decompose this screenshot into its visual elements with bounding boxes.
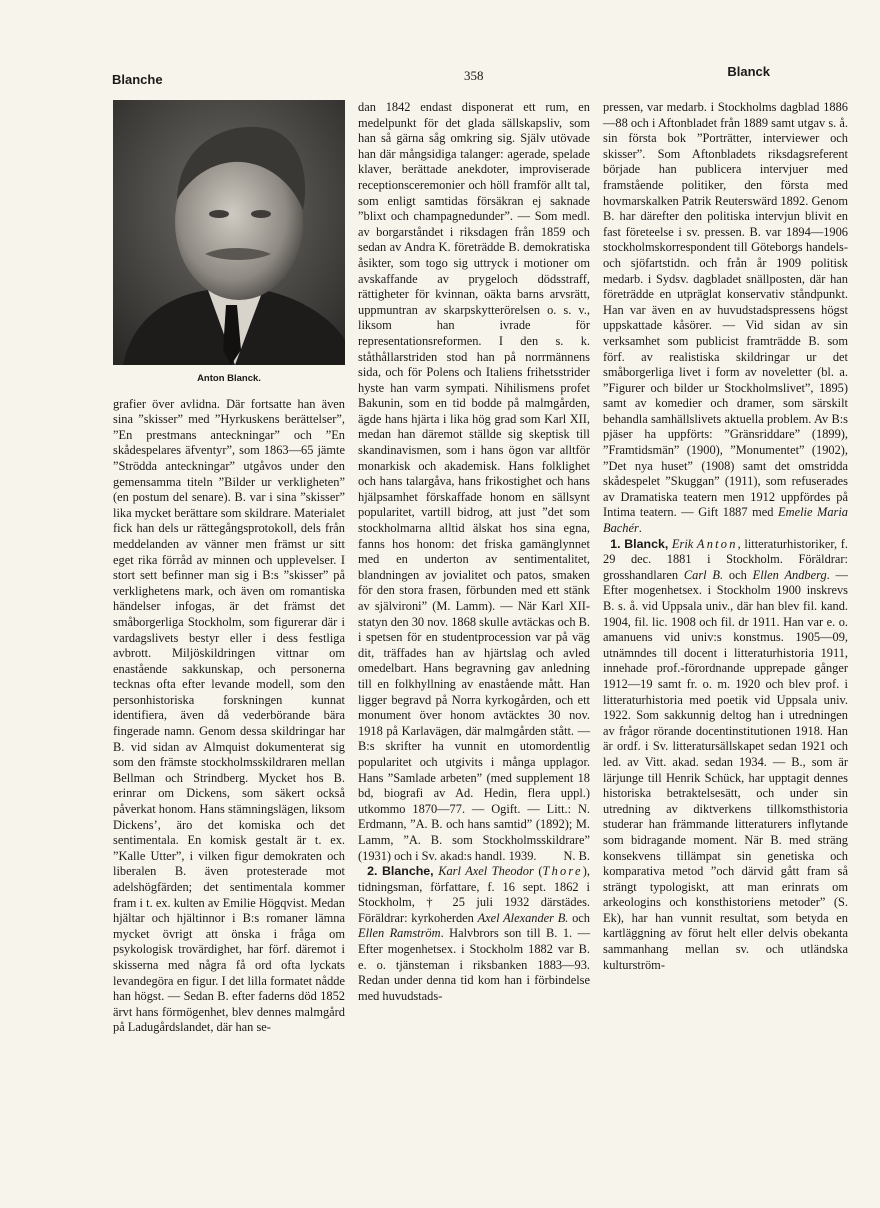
column-2-main-text: dan 1842 endast disponerat ett rum, en medelpunkt för det glada sällskapsliv, som han så gärna såg omkring sig. Själv utövade han där mångsidiga talanger: agerade, spelade klaver, berättade anekdoter, improviserade receptionsceremonier och höll framför allt tal, som enligt samtidas försäkran ej saknade ”blixt och champagnedunder”. — Som medl. av borgarståndet i riksdagen från 1859 och sedan av Andra K. företrädde B. demokratiska åsikter, som togo sig uttryck i motioner om avskaffande av prygeloch dödsstraff, rättigheter för kvinnan, oäkta barns arvsrätt, uppmuntran av skarpskytterörelsen o. s. v., liksom han ivrade för representationsreformen. I den s. k. ståthållarstriden stod han på norrmännens sida, och för Polens och Italiens frihetsstrider hyste han varm sympati. Nihilismens profet Bakunin, som en tid bodde på malmgården, ägde hans hjärta i lika hög grad som Karl XII, medan han däremot ställde sig skeptisk till skandinavismen, som i hans ögon var alltför monarkisk och akademisk. Hans folklighet och hans talargåva, hans frikostighet och hans hjälpsamhet förskaffade honom en sällsynt popularitet, vartill bidrog, att just ”det som stockholmarna alltid älskat hos sina egna, fanns hos honom: det friska gamänglynnet med en underton av sentimentalitet, blandningen av jovialitet och patos, smaken för den stora frasen, förbunden med ett stänk av självironi” (M. Lamm). — När Karl XII-statyn den 30 nov. 1868 skulle avtäckas och B. i spetsen för en studentprocession var på väg dit, träffades han av hjärtslag och avled omedelbart. Hans begravning gav anledning till en folkhyllning av enastående mått. Han ligger begravd på Norra kyrkogården, och ett monument över honom avtäcktes 30 nov. 1918 på Karlavägen, där malmgården stått. — B:s skrifter ha vunnit en utomordentlig popularitet och utgivits i många upplagor. Hans ”Samlade arbeten” (med supplement 18 bd, biografi av Ad. Hedin, flera uppl.) utkommo 1870—77. — Ogift. — Litt.: N. Erdmann, ”A. B. och hans samtid” (1892); M. Lamm, ”A. B. som Stockholmsskildrare” (1931) och i Sv. akad:s handl. 1939. — [358, 100, 590, 863]
spouse-name: Emelie Maria Bachér — [603, 505, 848, 536]
entry-1-mother: Ellen Andberg — [752, 567, 827, 582]
column-3 — [603, 100, 848, 973]
column-3-text-a: pressen, var medarb. i Stockholms dagblad 1886—88 och i Aftonbladet från 1889 samt utgav s. å. sin första bok ”Porträtter, interviewer och skisser”. Som Aftonbladets riksdagsreferent började han publicera intervjuer med framstående politiker, den första med hovmarskalken Patrik Reuterswärd 1892. Genom B. har därefter den politiska intervjun blivit en fast företeelse i sv. pressen. B. var 1894—1906 stockholmskorrespondent till Göteborgs handels- och sjöfartstidn. och från år 1909 politisk medarb. i Sydsv. dagbladet snällposten, där han företrädde en utpräglat konservativ ståndpunkt. Han var även en av huvudstadspressens högst uppskattade kåsörer. — Vid sidan av sin verksamhet som publicist framträdde B. som förf. av realistiska skildringar ur det småborgerliga livet i form av noveletter (bl. a. ”Figurer och bilder ur Stockholmslivet”, 1895) samt av komedier och dramer, som särskilt behandla samhällslivets aktuella problem. Av B:s pjäser ha uppförts: ”Gränsriddare” (1899), ”Framtidsmän” (1900), ”Monumentet” (1902), ”Det nya huset” (1908) samt det omstridda skådespelet ”Skuggan” (1911), som refuserades av Dramatiska teatern men 1912 uppfördes på Intima teatern. — Gift 1887 med — [603, 100, 848, 520]
entry-2-text-b: . Halvbrors son till B. 1. — Efter mogenhetsex. i Stockholm 1882 var B. e. o. tjänsteman i riksbanken 1883—93. Redan under denna tid kom han i förbindelse med huvudstads- — [358, 926, 590, 1003]
entry-1-and: och — [723, 567, 753, 582]
column-2 — [358, 100, 590, 1004]
entry-2-father: Axel Alexander B. — [477, 910, 569, 925]
entry-1-call-name: Anton — [696, 536, 738, 551]
running-header — [112, 62, 770, 88]
portrait-image — [113, 100, 345, 365]
article-signature: N. B. — [563, 848, 590, 863]
page-number: 358 — [464, 68, 484, 83]
entry-2-heading: Blanche, — [381, 864, 434, 879]
entry-2-number: 2. — [367, 864, 378, 879]
column-1-text: grafier över avlidna. Där fortsatte han även sina ”skisser” med ”Hyrkuskens berättelser”, ”En prestmans anteckningar” och ”En skådespelares äfventyr”, som 1863—65 jämte ”Strödda anteckningar” utgåvos under den gemensamma titeln ”Bilder ur verkligheten” (en postum del senare). B. var i sina ”skisser” lika mycket berättare som skildrare. Materialet fick han dels ur rättegångsprotokoll, dels från meddelanden av vänner men främst ur sitt eget rika förråd av minnen och upplevelser. I stort sett befinner man sig i B:s ”skisser” på verklighetens mark, och även om romantiska händelser infogas, är det främst det småborgerliga Stockholm, som figurerar där i vardagslivets bestyr eller i dess festliga avbrott. Miljöskildringen vittnar om enastående sakkunskap, och personerna tecknas ofta efter levande modell, som den personhistoriska forskningen kunnat identifiera, även då vederbörande bära fingerade namn. Genom dessa skildringar har B. vid sidan av Almquist dokumenterat sig som den främste stockholmsskildraren mellan Bellman och Strindberg. Mycket hos B. erinrar om Dickens, som säkert också påverkat honom. Hans stämningslägen, liksom Dickens’, äro det komiska och det sentimentala. En komisk gestalt är t. ex. ”Kalle Utter”, i vilken figur demokraten och liberalen B. även protesterade mot adelshögfärden; det sentimentala kommer fram i t. ex. kulten av Emilie Högqvist. Medan hjältar och hjältinnor i B:s romaner lämna mycket övrigt att önska i fråga om psykologisk trovärdighet, har förf. däremot i skisserna med några få ord ofta lyckats levandegöra en figur. I det lilla formatet nådde han högst. — Sedan B. efter faderns död 1852 ärvt hans förmögenhet, blev dennes malmgård på Ladugårdslandet, där han se- — [113, 396, 345, 1035]
portrait-photo — [113, 100, 345, 365]
header-right-keyword: Blanck — [727, 64, 770, 79]
entry-2-and: och — [568, 910, 590, 925]
entry-2: 2. Blanche, Karl Axel Theodor (Thore), tidningsman, författare, f. 16 sept. 1862 i Stockholm, † 25 juli 1932 därstädes. Föräldrar: kyrkoherden Axel Alexander B. och Ellen Ramström. Halvbrors son till B. 1. — Efter mogenhetsex. i Stockholm 1882 var B. e. o. tjänsteman i riksbanken 1883—93. Redan under denna tid kom han i förbindelse med huvudstads- — [358, 864, 590, 1003]
entry-2-mother: Ellen Ramström — [358, 926, 441, 941]
portrait-caption: Anton Blanck. — [197, 373, 261, 384]
entry-2-name: Karl Axel Theodor — [438, 864, 534, 879]
column-3-text: pressen, var medarb. i Stockholms dagblad 1886—88 och i Aftonbladet från 1889 samt utgav s. å. sin första bok ”Porträtter, interviewer och skisser”. Som Aftonbladets riksdagsreferent började han publicera intervjuer med framstående politiker, den första med hovmarskalken Patrik Reuterswärd 1892. Genom B. har därefter den politiska intervjun blivit en fast företeelse i sv. pressen. B. var 1894—1906 stockholmskorrespondent till Göteborgs handels- och sjöfartstidn. och från år 1909 politisk medarb. i Sydsv. dagbladet snällposten, där han företrädde en utpräglat konservativ ståndpunkt. Han var även en av huvudstadspressens högst uppskattade kåsörer. — Vid sidan av sin verksamhet som publicist framträdde B. som förf. av realistiska skildringar ur det småborgerliga livet i form av noveletter (bl. a. ”Figurer och bilder ur Stockholmslivet”, 1895) samt av komedier och dramer, som särskilt behandla samhällslivets aktuella problem. Av B:s pjäser ha uppförts: ”Gränsriddare” (1899), ”Framtidsmän” (1900), ”Monumentet” (1902), ”Det nya huset” (1908) samt det omstridda skådespelet ”Skuggan” (1911), som refuserades av Dramatiska teatern men 1912 uppfördes på Intima teatern. — Gift 1887 med Emelie Maria Bachér. — [603, 100, 848, 536]
entry-1-father: Carl B. — [683, 567, 724, 582]
column-1 — [113, 100, 345, 1036]
entry-1-first-name: Erik — [671, 536, 694, 551]
entry-1-text-a: , litteraturhistoriker, f. 29 dec. 1881 i Stockholm. Föräldrar: grosshandlaren — [603, 536, 848, 582]
entry-1-number: 1. — [610, 536, 621, 551]
entry-1-text-b: . — Efter mogenhetsex. i Stockholm 1900 inskrevs B. s. å. vid Uppsala univ., där han blev fil. kand. 1904, fil. lic. 1908 och fil. dr 1911. Han var e. o. amanuens vid univ:s konstmus. 1905—09, utnämndes till docent i litteraturhistoria 1911, innehade prof.-förordnande upprepade gånger 1912—19 samt fr. o. m. 1920 och blev prof. i litteraturhistoria med poetik vid Uppsala univ. 1922. Som sakkunnig deltog han i utredningen av frågor rörande docentinstitutionen 1918. Han är ordf. i Sv. litteratursällskapet sedan 1921 och led. av Vitt. akad. sedan 1934. — B., som är lärjunge till Henrik Schück, har upptagit dennes historiska betraktelsesätt, och under sin utredning av diktverkens tillkomsthistoria studerar han främmande litteraturers inflytande som bidragande moment. När B. med sträng konsekvens tillämpat sin genetiska och komparativa metod ”och därvid gått fram så strängt typologiskt, att man erinrats om arkeologins och konsthistoriens metoder” (S. Ek), har han vunnit resultat, som betyda en kartläggning av förut helt eller delvis obekanta sammanhang mellan sv. och utländska kulturström- — [603, 567, 848, 972]
entry-2-text-a: ), tidningsman, författare, f. 16 sept. 1862 i Stockholm, † 25 juli 1932 därstädes. Föräldrar: kyrkoherden — [358, 864, 590, 925]
entry-1 — [603, 537, 848, 974]
entry-2-call-name: Thore — [542, 864, 583, 879]
header-left-keyword: Blanche — [112, 72, 163, 87]
column-2-text — [358, 100, 590, 864]
entry-1-heading: Blanck, — [624, 536, 669, 551]
